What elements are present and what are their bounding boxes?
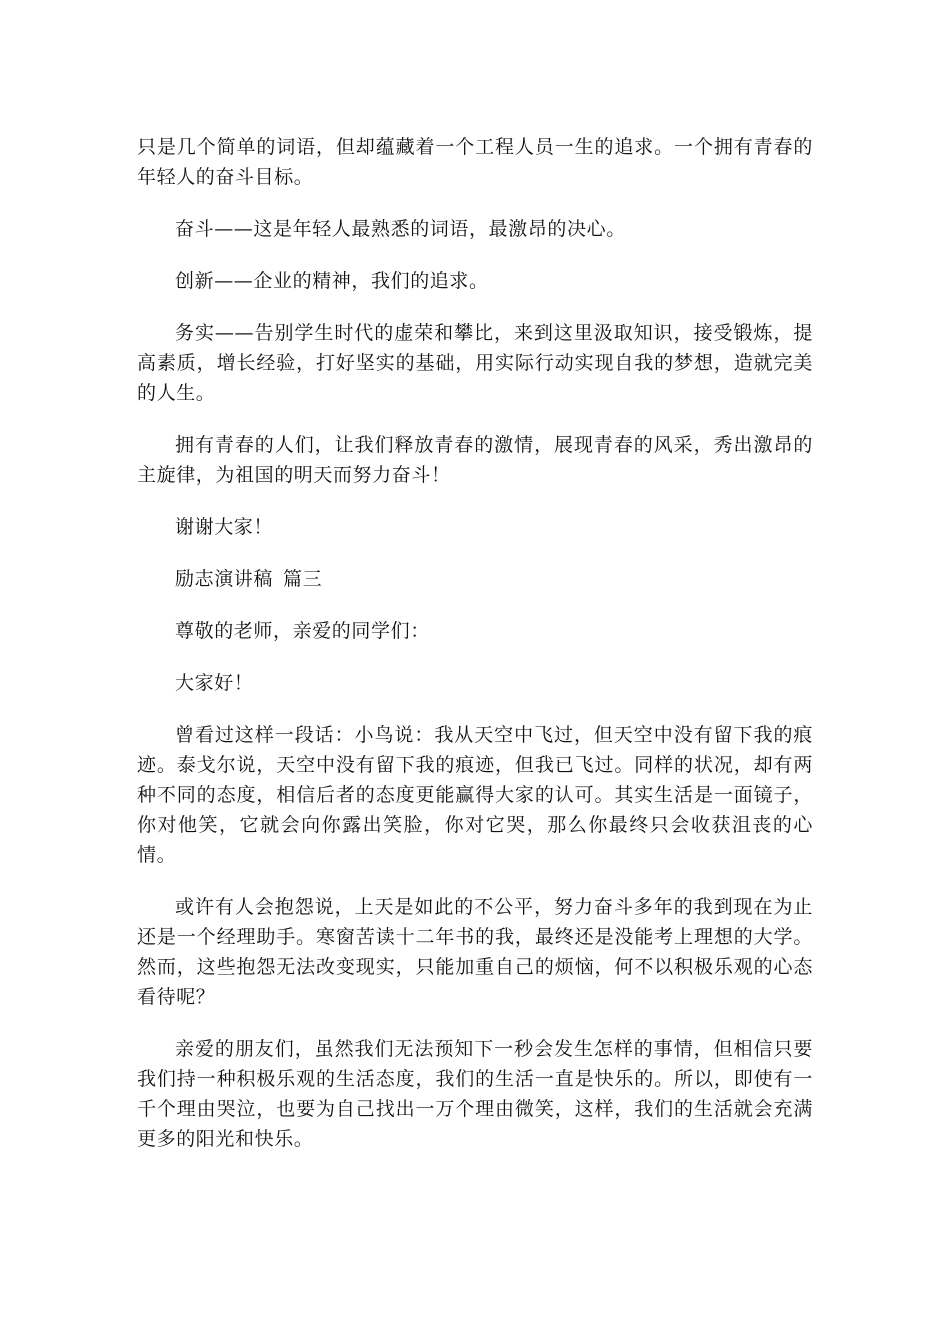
section-heading-part: 篇三 (283, 568, 323, 590)
paragraph-complaints: 或许有人会抱怨说，上天是如此的不公平，努力奋斗多年的我到现在为止还是一个经理助手。寒窗苦读十二年书的我，最终还是没能考上理想的大学。然而，这些抱怨无法改变现实，只能加重自己的烦恼，何不以积极乐观的心态看待呢？ (137, 896, 813, 1008)
section-heading-title: 励志演讲稿 (175, 568, 274, 590)
paragraph-struggle: 奋斗——这是年轻人最熟悉的词语，最激昂的决心。 (175, 218, 626, 240)
document-page (137, 132, 813, 1154)
paragraph-youth: 拥有青春的人们，让我们释放青春的激情，展现青春的风采，秀出激昂的主旋律，为祖国的明天而努力奋斗！ (137, 434, 813, 486)
paragraph-pragmatism: 务实——告别学生时代的虚荣和攀比，来到这里汲取知识，接受锻炼，提高素质，增长经验，打好坚实的基础，用实际行动实现自我的梦想，造就完美的人生。 (137, 322, 813, 404)
paragraph-salutation: 尊敬的老师，亲爱的同学们： (175, 620, 430, 642)
paragraph-bird-story: 曾看过这样一段话：小鸟说：我从天空中飞过，但天空中没有留下我的痕迹。泰戈尔说，天空中没有留下我的痕迹，但我已飞过。同样的状况，却有两种不同的态度，相信后者的态度更能赢得大家的认可。其实生活是一面镜子，你对他笑，它就会向你露出笑脸，你对它哭，那么你最终只会收获沮丧的心情。 (137, 724, 813, 866)
paragraph-continuation: 只是几个简单的词语，但却蕴藏着一个工程人员一生的追求。一个拥有青春的年轻人的奋斗目标。 (137, 136, 813, 188)
section-heading (137, 564, 813, 594)
paragraph-innovation: 创新——企业的精神，我们的追求。 (175, 270, 489, 292)
paragraph-greeting: 大家好！ (175, 672, 254, 694)
paragraph-thanks: 谢谢大家！ (175, 516, 274, 538)
paragraph-friends: 亲爱的朋友们，虽然我们无法预知下一秒会发生怎样的事情，但相信只要我们持一种积极乐观的生活态度，我们的生活一直是快乐的。所以，即使有一千个理由哭泣，也要为自己找出一万个理由微笑，这样，我们的生活就会充满更多的阳光和快乐。 (137, 1038, 813, 1150)
